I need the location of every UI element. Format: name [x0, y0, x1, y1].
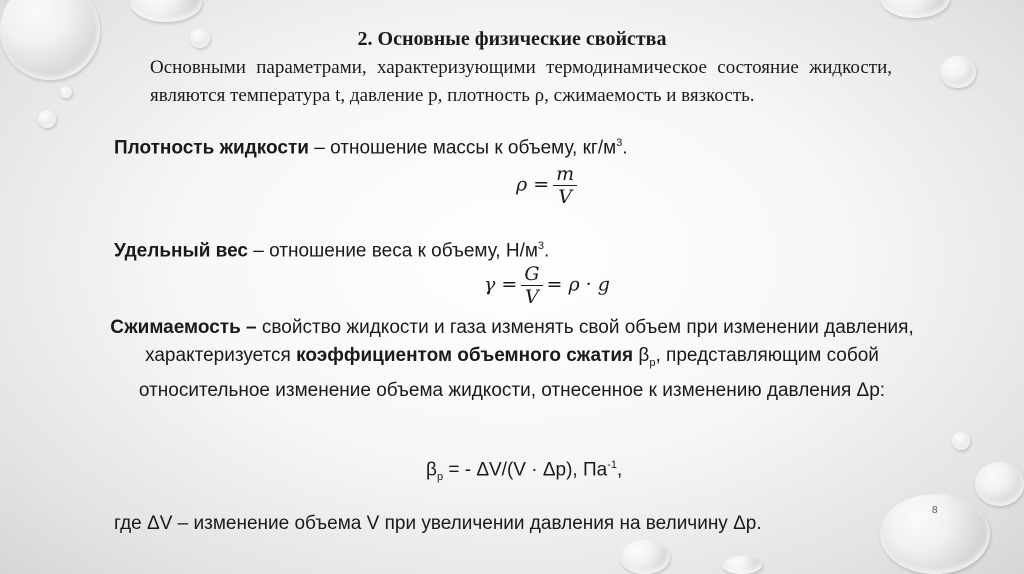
compression-coefficient-term: коэффициентом объемного сжатия [296, 345, 634, 366]
water-drop-decoration [620, 540, 670, 574]
density-text: – отношение массы к объему, кг/м [308, 137, 617, 159]
water-drop-decoration [975, 462, 1024, 506]
water-drop-decoration [38, 110, 56, 128]
water-drop-decoration [722, 556, 762, 574]
beta-formula-unit-power: -1 [607, 459, 617, 471]
compressibility-term: Сжимаемость – [110, 317, 257, 338]
beta-formula-expression: = - ΔV/(V · Δp), Па [443, 459, 608, 481]
beta-subscript: p [649, 356, 656, 369]
specific-weight-formula [484, 264, 610, 307]
density-numerator: m [553, 164, 577, 186]
water-drop-decoration [940, 56, 976, 88]
sw-numerator: G [521, 264, 542, 286]
beta-formula-end: , [617, 459, 623, 481]
compressibility-text-1: свойство жидкости и газа изменять свой объем при изменении давления, характеризуется [145, 317, 914, 366]
compressibility-paragraph [100, 314, 924, 405]
specific-weight-unit-power: 3 [537, 240, 545, 252]
density-formula [516, 164, 581, 207]
sw-denominator: V [525, 286, 539, 308]
density-denominator: V [558, 186, 573, 208]
sw-formula-rhs: = ρ · g [546, 273, 610, 296]
density-formula-lhs: ρ = [516, 173, 550, 196]
density-definition [114, 137, 628, 159]
slide-title: 2. Основные физические свойства [357, 28, 667, 50]
beta-formula-subscript: p [436, 471, 444, 484]
density-fraction [553, 164, 577, 207]
sw-fraction [521, 264, 542, 307]
beta-symbol: β [633, 345, 650, 366]
density-unit-power: 3 [616, 137, 623, 149]
where-explanation: где ΔV – изменение объема V при увеличении давления на величину Δр. [114, 513, 762, 534]
sw-formula-lhs: γ = [484, 273, 518, 296]
water-drop-decoration [130, 0, 202, 22]
compressibility-text-2: , представляющим собой относительное изменение объема жидкости, отнесенное к изменению давления Δр: [138, 345, 886, 401]
specific-weight-end: . [544, 240, 550, 262]
water-drop-decoration [60, 86, 72, 98]
beta-formula [426, 459, 622, 483]
density-term: Плотность жидкости [114, 137, 309, 159]
specific-weight-term: Удельный вес [114, 240, 248, 262]
intro-paragraph: Основными параметрами, характеризующими термодинамическое состояние жидкости, являются температура t, давление p, плотность ρ, сжимаемость и вязкость. [150, 57, 892, 106]
specific-weight-text: – отношение веса к объему, Н/м [247, 240, 538, 262]
page-number: 8 [932, 505, 938, 516]
specific-weight-definition [114, 240, 549, 262]
water-drop-decoration [952, 432, 970, 450]
beta-formula-symbol: β [426, 459, 437, 481]
density-end: . [622, 137, 628, 159]
water-drop-decoration [880, 0, 950, 18]
